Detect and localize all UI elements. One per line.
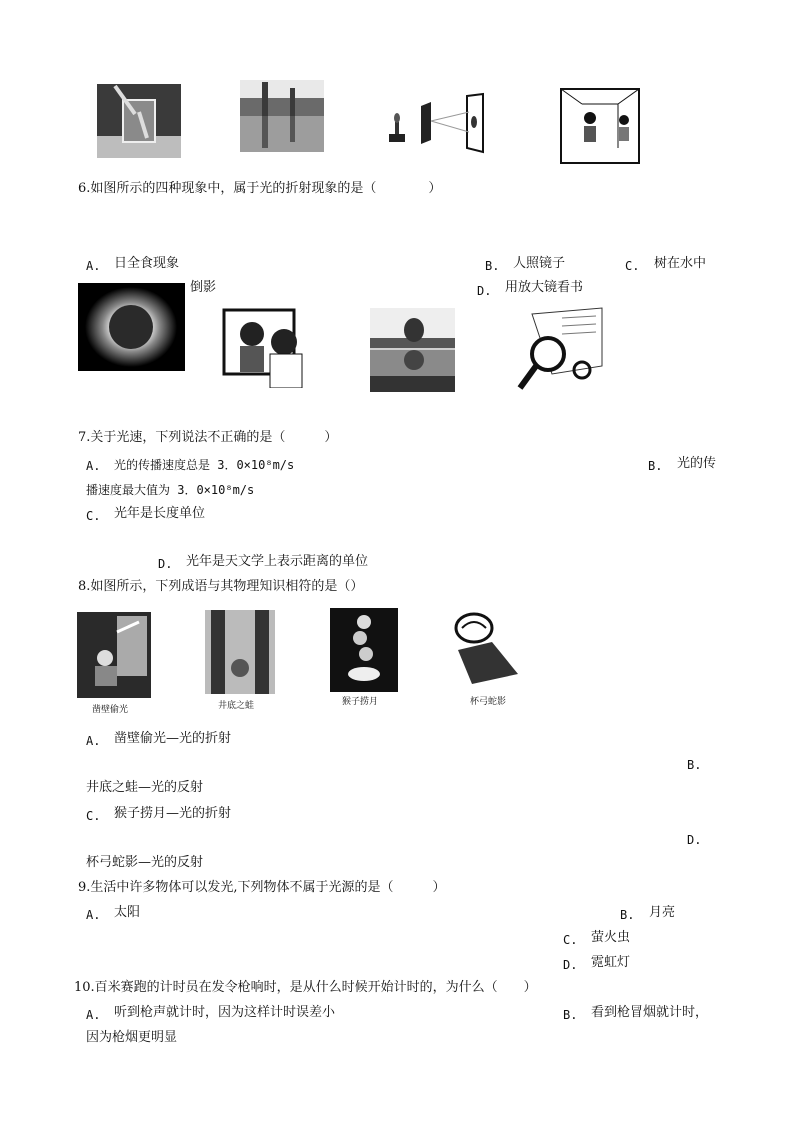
idiom-figure-2 <box>205 610 275 694</box>
figure-caption: 杯弓蛇影 <box>470 697 507 707</box>
option-letter: C. <box>86 509 101 523</box>
option-letter: B. <box>687 758 702 772</box>
option-text: 霓虹灯 <box>591 955 631 970</box>
option-text: 猴子捞月—光的折射 <box>114 806 232 821</box>
option-text: 月亮 <box>649 905 676 920</box>
option-text: 太阳 <box>114 905 141 920</box>
option-letter: D. <box>477 284 492 298</box>
option-text: 光年是长度单位 <box>114 506 206 521</box>
question-7-stem: 7.关于光速，下列说法不正确的是（ ） <box>78 430 338 445</box>
idiom-figure-1 <box>77 612 151 698</box>
option-text: 看到枪冒烟就计时， <box>591 1005 709 1020</box>
option-letter: A. <box>86 734 101 748</box>
option-text: 光年是天文学上表示距离的单位 <box>186 554 369 569</box>
option-text: 树在水中 <box>654 256 707 271</box>
option-letter: A. <box>86 259 101 273</box>
mirror-figure <box>222 308 310 388</box>
option-text: 萤火虫 <box>591 930 631 945</box>
option-continuation: 因为枪烟更明显 <box>86 1030 178 1045</box>
option-text: 光的传 <box>677 456 717 471</box>
option-text: 光的传播速度总是 3．0×10⁸m/s <box>114 458 295 472</box>
mirror-children-figure <box>560 88 640 164</box>
option-letter: D. <box>158 557 173 571</box>
option-continuation: 倒影 <box>190 280 217 295</box>
option-text: 凿壁偷光—光的折射 <box>114 731 232 746</box>
option-letter: B. <box>485 259 500 273</box>
idiom-figure-3 <box>330 608 398 692</box>
tree-reflection-figure <box>370 308 455 392</box>
option-continuation: 杯弓蛇影—光的反射 <box>86 855 204 870</box>
option-text: 听到枪声就计时，因为这样计时误差小 <box>114 1005 336 1020</box>
option-letter: C. <box>86 809 101 823</box>
option-letter: C. <box>625 259 640 273</box>
question-10-stem: 10.百米赛跑的计时员在发令枪响时，是从什么时候开始计时的，为什么（ ） <box>74 980 537 995</box>
solar-eclipse-figure <box>78 283 185 371</box>
option-letter: C. <box>563 933 578 947</box>
figure-caption: 凿壁偷光 <box>92 705 129 715</box>
option-letter: B. <box>620 908 635 922</box>
option-letter: D. <box>563 958 578 972</box>
pencil-in-glass-figure <box>97 84 181 158</box>
option-continuation: 播速度最大值为 3．0×10⁸m/s <box>86 483 255 497</box>
figure-caption: 猴子捞月 <box>342 697 379 707</box>
question-6-stem: 6.如图所示的四种现象中，属于光的折射现象的是（ ） <box>78 181 442 196</box>
option-letter: A. <box>86 908 101 922</box>
magnifier-book-figure <box>512 306 606 394</box>
option-continuation: 井底之蛙—光的反射 <box>86 780 204 795</box>
option-letter: B. <box>563 1008 578 1022</box>
idiom-figure-4 <box>448 610 524 692</box>
option-text: 日全食现象 <box>114 256 180 271</box>
pinhole-camera-figure <box>383 92 487 156</box>
option-text: 人照镜子 <box>513 256 566 271</box>
option-letter: A. <box>86 459 101 473</box>
option-letter: B. <box>648 459 663 473</box>
question-9-stem: 9.生活中许多物体可以发光,下列物体不属于光源的是（ ） <box>78 880 446 895</box>
question-8-stem: 8.如图所示，下列成语与其物理知识相符的是（） <box>78 579 364 594</box>
option-letter: D. <box>687 833 702 847</box>
pagoda-reflection-figure <box>240 80 324 152</box>
option-letter: A. <box>86 1008 101 1022</box>
option-text: 用放大镜看书 <box>505 280 584 295</box>
figure-caption: 井底之蛙 <box>218 701 255 711</box>
